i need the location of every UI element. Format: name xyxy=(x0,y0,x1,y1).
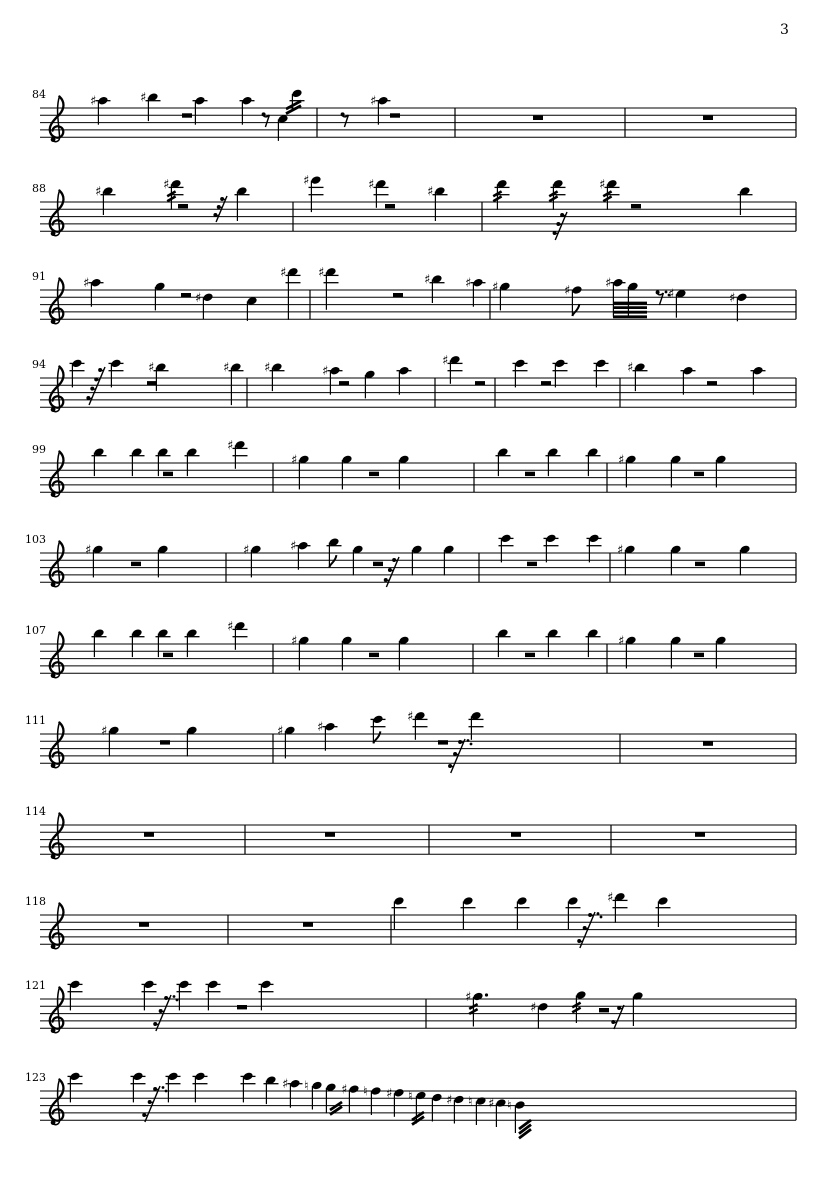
measure-number: 99 xyxy=(32,443,46,456)
half-rest xyxy=(131,562,141,566)
sharp-icon: ♯ xyxy=(488,1096,495,1112)
natural-icon: ♮ xyxy=(468,1094,473,1110)
treble-clef-icon xyxy=(50,367,64,408)
sharp-icon: ♯ xyxy=(530,1000,537,1016)
sharp-icon: ♯ xyxy=(618,452,625,468)
measure-number: 103 xyxy=(25,533,46,546)
half-rest xyxy=(339,381,349,385)
sharp-icon: ♯ xyxy=(370,94,377,110)
sharp-icon: ♯ xyxy=(605,276,612,292)
sixteenth-rest xyxy=(611,1005,624,1029)
treble-clef-icon xyxy=(50,452,64,493)
augmentation-dot xyxy=(485,993,488,996)
eighth-flag xyxy=(572,304,579,316)
sharp-icon: ♯ xyxy=(427,184,434,200)
sharp-icon: ♯ xyxy=(386,1086,393,1102)
sharp-icon: ♯ xyxy=(140,90,147,106)
sharp-icon: ♯ xyxy=(83,276,90,292)
measure-number: 123 xyxy=(25,1071,46,1084)
treble-clef-icon xyxy=(51,854,56,859)
half-rest xyxy=(525,472,535,476)
treble-clef-icon xyxy=(50,279,64,320)
measure-number: 118 xyxy=(25,895,46,908)
sharp-icon: ♯ xyxy=(668,287,675,303)
measure-number: 111 xyxy=(25,714,46,727)
sharp-icon: ♯ xyxy=(277,723,284,739)
whole-rest xyxy=(703,741,713,745)
half-rest xyxy=(369,653,379,657)
treble-clef-icon xyxy=(51,231,56,236)
half-rest xyxy=(160,740,170,744)
system-m88 xyxy=(32,174,796,240)
treble-clef-icon xyxy=(51,1120,56,1125)
natural-icon: ♮ xyxy=(304,1079,309,1094)
whole-rest xyxy=(695,832,705,836)
natural-icon: ♮ xyxy=(507,1098,512,1114)
measure-number: 84 xyxy=(32,88,46,101)
half-rest xyxy=(631,204,641,208)
sharp-icon: ♯ xyxy=(341,1082,348,1098)
treble-clef-icon xyxy=(50,988,64,1029)
system-m118 xyxy=(25,890,796,949)
half-rest xyxy=(541,381,551,385)
treble-clef-icon xyxy=(50,633,64,674)
measure-number: 88 xyxy=(32,182,46,195)
sharp-icon: ♯ xyxy=(618,633,625,649)
sharp-icon: ♯ xyxy=(442,353,449,369)
half-rest xyxy=(475,381,485,385)
sharp-icon: ♯ xyxy=(291,633,298,649)
treble-clef-icon xyxy=(50,191,64,232)
eighth-rest xyxy=(341,112,349,127)
whole-rest xyxy=(303,922,313,926)
eighth-flag xyxy=(329,555,336,567)
sharp-icon: ♯ xyxy=(243,542,250,558)
system-m123 xyxy=(25,1071,796,1138)
natural-icon: ♮ xyxy=(408,1089,413,1104)
measure-number: 94 xyxy=(32,358,46,371)
natural-icon: ♮ xyxy=(363,1084,368,1100)
half-rest xyxy=(182,113,192,117)
sharp-icon: ♯ xyxy=(599,177,606,193)
treble-clef-icon xyxy=(50,1080,64,1121)
treble-clef-icon xyxy=(50,904,64,945)
system-m114 xyxy=(25,805,796,859)
measure-number: 114 xyxy=(25,805,46,818)
half-rest xyxy=(438,740,448,744)
sharp-icon: ♯ xyxy=(95,184,102,200)
half-rest xyxy=(695,562,705,566)
sharp-icon: ♯ xyxy=(264,360,271,376)
whole-rest xyxy=(533,116,543,120)
page-number: 3 xyxy=(780,22,789,38)
half-rest xyxy=(163,653,173,657)
treble-clef-icon xyxy=(51,763,56,768)
sharp-icon: ♯ xyxy=(290,539,297,555)
sharp-icon: ♯ xyxy=(617,542,624,558)
sixteenth-rest xyxy=(153,995,178,1031)
sixteenth-rest xyxy=(86,367,105,405)
sharp-icon: ♯ xyxy=(318,265,325,281)
treble-clef-icon xyxy=(50,723,64,764)
system-m107 xyxy=(25,619,796,678)
sharp-icon: ♯ xyxy=(223,360,230,376)
sharp-icon: ♯ xyxy=(282,1077,289,1093)
sharp-icon: ♯ xyxy=(163,177,170,193)
treble-clef-icon xyxy=(50,814,64,855)
sharp-icon: ♯ xyxy=(446,1093,453,1108)
sharp-icon: ♯ xyxy=(148,360,155,376)
treble-clef-icon xyxy=(51,407,56,412)
treble-clef-icon xyxy=(51,137,56,142)
treble-clef-icon xyxy=(51,492,56,497)
system-m84 xyxy=(32,88,796,142)
sharp-icon: ♯ xyxy=(291,452,298,468)
sharp-icon: ♯ xyxy=(465,276,472,292)
sharp-icon: ♯ xyxy=(101,723,108,739)
treble-clef-icon xyxy=(51,673,56,678)
half-rest xyxy=(694,472,704,476)
sharp-icon: ♯ xyxy=(317,720,324,736)
treble-clef-icon xyxy=(51,319,56,324)
half-rest xyxy=(181,293,191,297)
half-rest xyxy=(525,653,535,657)
eighth-rest xyxy=(262,112,270,127)
system-m111 xyxy=(25,709,796,773)
sharp-icon: ♯ xyxy=(90,94,97,110)
half-rest xyxy=(178,204,188,208)
half-rest xyxy=(385,204,395,208)
sharp-icon: ♯ xyxy=(322,364,329,380)
system-m121 xyxy=(25,979,796,1033)
treble-clef-icon xyxy=(51,582,56,587)
sharp-icon: ♯ xyxy=(424,272,431,288)
treble-clef-icon xyxy=(51,944,56,949)
half-rest xyxy=(163,472,173,476)
half-rest xyxy=(373,562,383,566)
sharp-icon: ♯ xyxy=(564,283,571,299)
whole-rest xyxy=(511,832,521,836)
treble-clef-icon xyxy=(50,542,64,583)
sharp-icon: ♯ xyxy=(607,890,614,906)
sharp-icon: ♯ xyxy=(227,438,234,454)
whole-rest xyxy=(325,832,335,836)
half-rest xyxy=(369,472,379,476)
sharp-icon: ♯ xyxy=(303,173,310,189)
treble-clef-icon xyxy=(51,1028,56,1033)
half-rest xyxy=(237,1005,247,1009)
sharp-icon: ♯ xyxy=(227,619,234,635)
sharp-icon: ♯ xyxy=(195,290,202,306)
sharp-icon: ♯ xyxy=(492,279,499,295)
half-rest xyxy=(390,113,400,117)
sharp-icon: ♯ xyxy=(729,290,736,306)
sharp-icon: ♯ xyxy=(368,177,375,193)
half-rest xyxy=(527,562,537,566)
measure-number: 91 xyxy=(32,270,46,283)
half-rest xyxy=(694,653,704,657)
sharp-icon: ♯ xyxy=(280,265,287,281)
sharp-icon: ♯ xyxy=(627,360,634,376)
half-rest xyxy=(707,381,717,385)
whole-rest xyxy=(139,922,149,926)
sharp-icon: ♯ xyxy=(407,709,414,725)
system-m99 xyxy=(32,438,796,497)
half-rest xyxy=(147,381,157,385)
system-m91 xyxy=(32,265,796,324)
measure-number: 121 xyxy=(25,979,46,992)
whole-rest xyxy=(703,116,713,120)
half-rest xyxy=(393,293,403,297)
measure-number: 107 xyxy=(25,624,46,637)
sharp-icon: ♯ xyxy=(85,542,92,558)
system-m103 xyxy=(25,533,796,587)
system-m94 xyxy=(32,353,796,412)
half-rest xyxy=(599,1008,609,1012)
whole-rest xyxy=(144,832,154,836)
treble-clef-icon xyxy=(50,97,64,138)
sharp-icon: ♯ xyxy=(465,990,472,1005)
